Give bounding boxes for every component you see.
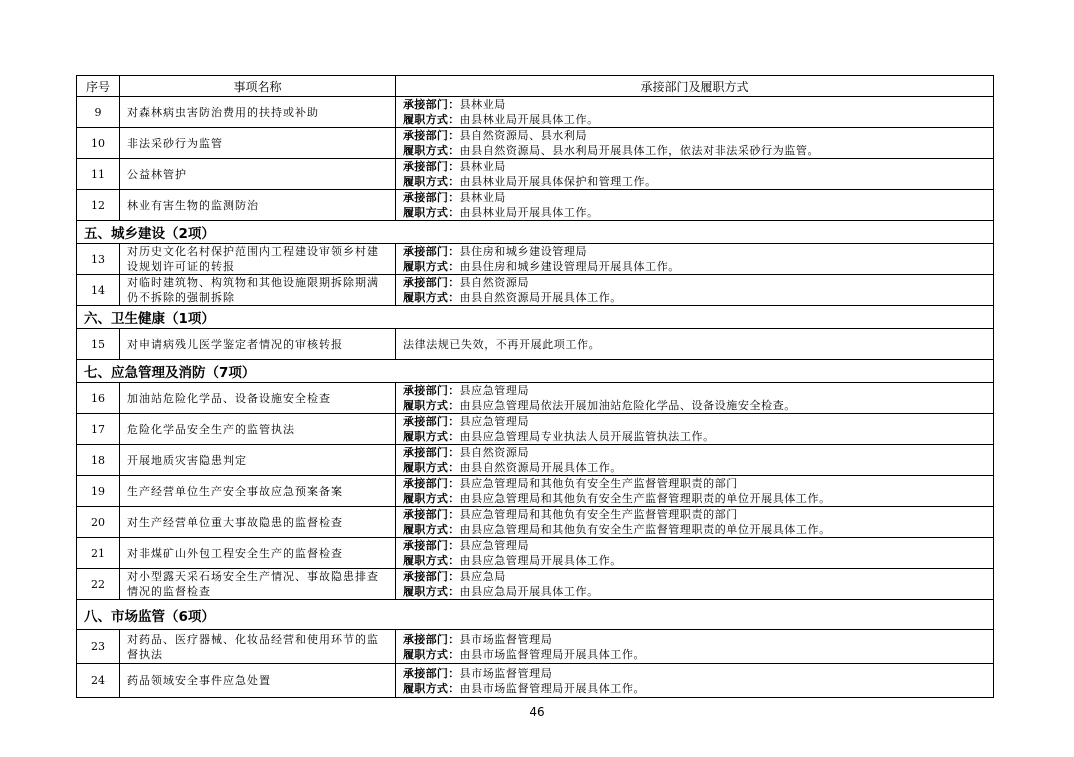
row-dept-method: [396, 244, 994, 275]
dept-label: 承接部门：: [403, 98, 460, 111]
row-dept-method: [396, 476, 994, 507]
dept-label: 承接部门：: [403, 245, 460, 258]
dept-label: 承接部门：: [403, 477, 460, 490]
row-item-name: 对申请病残儿医学鉴定者情况的审核转报: [120, 329, 396, 360]
method-value: 由县应急管理局依法开展加油站危险化学品、设备设施安全检查。: [459, 399, 796, 412]
row-dept-method: [396, 190, 994, 221]
method-value: 由县应急局开展具体工作。: [459, 585, 599, 598]
row-item-name: 林业有害生物的监测防治: [120, 190, 396, 221]
method-value: 由县应急管理局和其他负有安全生产监督管理职责的单位开展具体工作。: [459, 492, 831, 505]
responsibility-table: [76, 75, 994, 698]
dept-line: [403, 445, 987, 460]
dept-line: [403, 97, 987, 112]
method-value: 由县林业局开展具体保护和管理工作。: [459, 175, 657, 188]
dept-line: [403, 275, 987, 290]
dept-line: [403, 159, 987, 174]
row-item-name: 药品领域安全事件应急处置: [120, 664, 396, 698]
table-row: [77, 630, 994, 664]
dept-value: 县市场监督管理局: [459, 632, 553, 646]
row-serial: 16: [77, 383, 120, 414]
page-number: 46: [529, 705, 545, 719]
method-label: 履职方式：: [403, 461, 460, 474]
row-dept-method: [396, 159, 994, 190]
dept-line: [403, 538, 987, 553]
dept-value: 县自然资源局、县水利局: [459, 129, 588, 142]
row-dept-method: [396, 414, 994, 445]
row-dept-method: [396, 507, 994, 538]
row-item-name: 加油站危险化学品、设备设施安全检查: [120, 383, 396, 414]
method-line: [403, 290, 987, 305]
row-serial: 9: [77, 97, 120, 128]
dept-value: 县自然资源局: [459, 446, 530, 459]
table-row: [77, 664, 994, 698]
method-line: [403, 174, 987, 189]
method-value: 由县自然资源局开展具体工作。: [459, 461, 622, 474]
row-serial: 22: [77, 569, 120, 600]
row-dept-method: [396, 630, 994, 664]
dept-label: 承接部门：: [403, 384, 460, 397]
row-serial: 13: [77, 244, 120, 275]
method-label: 履职方式：: [403, 291, 460, 304]
table-row: [77, 329, 994, 360]
dept-line: [403, 128, 987, 143]
dept-label: 承接部门：: [403, 539, 460, 552]
method-label: 履职方式：: [403, 523, 460, 536]
dept-value: 县林业局: [459, 98, 506, 111]
section-title: 七、应急管理及消防（7项）: [77, 360, 994, 383]
row-dept-method: [396, 329, 994, 360]
method-value: 由县市场监督管理局开展具体工作。: [459, 647, 646, 661]
section-title: 五、城乡建设（2项）: [77, 221, 994, 244]
row-serial: 19: [77, 476, 120, 507]
method-value: 由县市场监督管理局开展具体工作。: [459, 681, 646, 695]
table-row: [77, 128, 994, 159]
section-heading-row: [77, 600, 994, 630]
method-value: 由县应急管理局和其他负有安全生产监督管理职责的单位开展具体工作。: [459, 523, 831, 536]
row-item-name: 对森林病虫害防治费用的扶持或补助: [120, 97, 396, 128]
section-title: 八、市场监管（6项）: [77, 600, 994, 630]
row-serial: 15: [77, 329, 120, 360]
dept-line: [403, 632, 987, 647]
dept-value: 县林业局: [459, 191, 506, 204]
method-value: 由县林业局开展具体工作。: [459, 206, 599, 219]
table-row: [77, 569, 994, 600]
method-label: 履职方式：: [403, 206, 460, 219]
method-label: 履职方式：: [403, 113, 460, 126]
row-dept-method: [396, 569, 994, 600]
method-value: 由县林业局开展具体工作。: [459, 113, 599, 126]
row-item-name: 公益林管护: [120, 159, 396, 190]
row-serial: 24: [77, 664, 120, 698]
row-dept-method: [396, 128, 994, 159]
row-serial: 11: [77, 159, 120, 190]
table-row: [77, 538, 994, 569]
dept-value: 县自然资源局: [459, 276, 530, 289]
row-item-name: 对生产经营单位重大事故隐患的监督检查: [120, 507, 396, 538]
row-serial: 21: [77, 538, 120, 569]
row-item-name: 危险化学品安全生产的监管执法: [120, 414, 396, 445]
method-line: [403, 259, 987, 274]
table-row: [77, 159, 994, 190]
table-row: [77, 445, 994, 476]
row-item-name: 对小型露天采石场安全生产情况、事故隐患排查情况的监督检查: [120, 569, 396, 600]
row-item-name: 对历史文化名村保护范围内工程建设审领乡村建设规划许可证的转报: [120, 244, 396, 275]
row-serial: 18: [77, 445, 120, 476]
method-label: 履职方式：: [403, 144, 460, 157]
row-item-name: 开展地质灾害隐患判定: [120, 445, 396, 476]
dept-line: [403, 190, 987, 205]
table-row: [77, 383, 994, 414]
dept-line: [403, 414, 987, 429]
row-dept-method: [396, 97, 994, 128]
dept-value: 县应急管理局和其他负有安全生产监督管理职责的部门: [459, 477, 738, 490]
row-note: 法律法规已失效，不再开展此项工作。: [403, 337, 601, 351]
dept-label: 承接部门：: [403, 666, 460, 680]
method-line: [403, 681, 987, 696]
table-row: [77, 275, 994, 306]
dept-label: 承接部门：: [403, 446, 460, 459]
row-dept-method: [396, 538, 994, 569]
method-line: [403, 398, 987, 413]
dept-line: [403, 507, 987, 522]
dept-label: 承接部门：: [403, 415, 460, 428]
row-item-name: 对非煤矿山外包工程安全生产的监督检查: [120, 538, 396, 569]
dept-value: 县应急局: [459, 570, 506, 583]
row-item-name: 生产经营单位生产安全事故应急预案备案: [120, 476, 396, 507]
method-value: 由县应急管理局开展具体工作。: [459, 554, 622, 567]
row-item-name: 非法采砂行为监管: [120, 128, 396, 159]
dept-line: [403, 476, 987, 491]
method-line: [403, 429, 987, 444]
table-row: [77, 190, 994, 221]
method-label: 履职方式：: [403, 399, 460, 412]
dept-label: 承接部门：: [403, 570, 460, 583]
method-value: 由县住房和城乡建设管理局开展具体工作。: [459, 260, 680, 273]
header-dept-method: 承接部门及履职方式: [396, 76, 994, 97]
table-header-row: [77, 76, 994, 97]
row-serial: 23: [77, 630, 120, 664]
method-line: [403, 460, 987, 475]
method-label: 履职方式：: [403, 492, 460, 505]
table-row: [77, 507, 994, 538]
dept-value: 县应急管理局: [459, 539, 530, 552]
dept-value: 县应急管理局和其他负有安全生产监督管理职责的部门: [459, 508, 738, 521]
table-row: [77, 476, 994, 507]
row-serial: 10: [77, 128, 120, 159]
method-line: [403, 647, 987, 662]
row-serial: 12: [77, 190, 120, 221]
row-serial: 14: [77, 275, 120, 306]
dept-value: 县应急管理局: [459, 415, 530, 428]
row-item-name: 对临时建筑物、构筑物和其他设施限期拆除期满仍不拆除的强制拆除: [120, 275, 396, 306]
method-label: 履职方式：: [403, 554, 460, 567]
dept-value: 县应急管理局: [459, 384, 530, 397]
method-line: [403, 584, 987, 599]
row-dept-method: [396, 275, 994, 306]
section-title: 六、卫生健康（1项）: [77, 306, 994, 329]
dept-line: [403, 244, 987, 259]
row-dept-method: [396, 445, 994, 476]
method-line: [403, 112, 987, 127]
section-heading-row: [77, 360, 994, 383]
method-label: 履职方式：: [403, 430, 460, 443]
table-row: [77, 244, 994, 275]
row-dept-method: [396, 664, 994, 698]
method-label: 履职方式：: [403, 585, 460, 598]
method-value: 由县应急管理局专业执法人员开展监管执法工作。: [459, 430, 715, 443]
row-serial: 17: [77, 414, 120, 445]
dept-label: 承接部门：: [403, 632, 460, 646]
dept-label: 承接部门：: [403, 276, 460, 289]
dept-label: 承接部门：: [403, 191, 460, 204]
header-item-name: 事项名称: [120, 76, 396, 97]
method-line: [403, 553, 987, 568]
method-label: 履职方式：: [403, 681, 460, 695]
method-value: 由县自然资源局开展具体工作。: [459, 291, 622, 304]
table-row: [77, 414, 994, 445]
row-serial: 20: [77, 507, 120, 538]
header-serial: 序号: [77, 76, 120, 97]
method-label: 履职方式：: [403, 647, 460, 661]
method-value: 由县自然资源局、县水利局开展具体工作，依法对非法采砂行为监管。: [459, 144, 820, 157]
method-label: 履职方式：: [403, 175, 460, 188]
document-page: [76, 75, 994, 698]
dept-label: 承接部门：: [403, 129, 460, 142]
section-heading-row: [77, 221, 994, 244]
dept-label: 承接部门：: [403, 160, 460, 173]
dept-line: [403, 569, 987, 584]
method-label: 履职方式：: [403, 260, 460, 273]
dept-value: 县林业局: [459, 160, 506, 173]
row-item-name: 对药品、医疗器械、化妆品经营和使用环节的监督执法: [120, 630, 396, 664]
method-line: [403, 522, 987, 537]
method-line: [403, 143, 987, 158]
table-body: [77, 97, 994, 698]
dept-label: 承接部门：: [403, 508, 460, 521]
table-row: [77, 97, 994, 128]
method-line: [403, 491, 987, 506]
method-line: [403, 205, 987, 220]
dept-line: [403, 666, 987, 681]
row-dept-method: [396, 383, 994, 414]
section-heading-row: [77, 306, 994, 329]
dept-value: 县住房和城乡建设管理局: [459, 245, 588, 258]
dept-line: [403, 383, 987, 398]
dept-value: 县市场监督管理局: [459, 666, 553, 680]
